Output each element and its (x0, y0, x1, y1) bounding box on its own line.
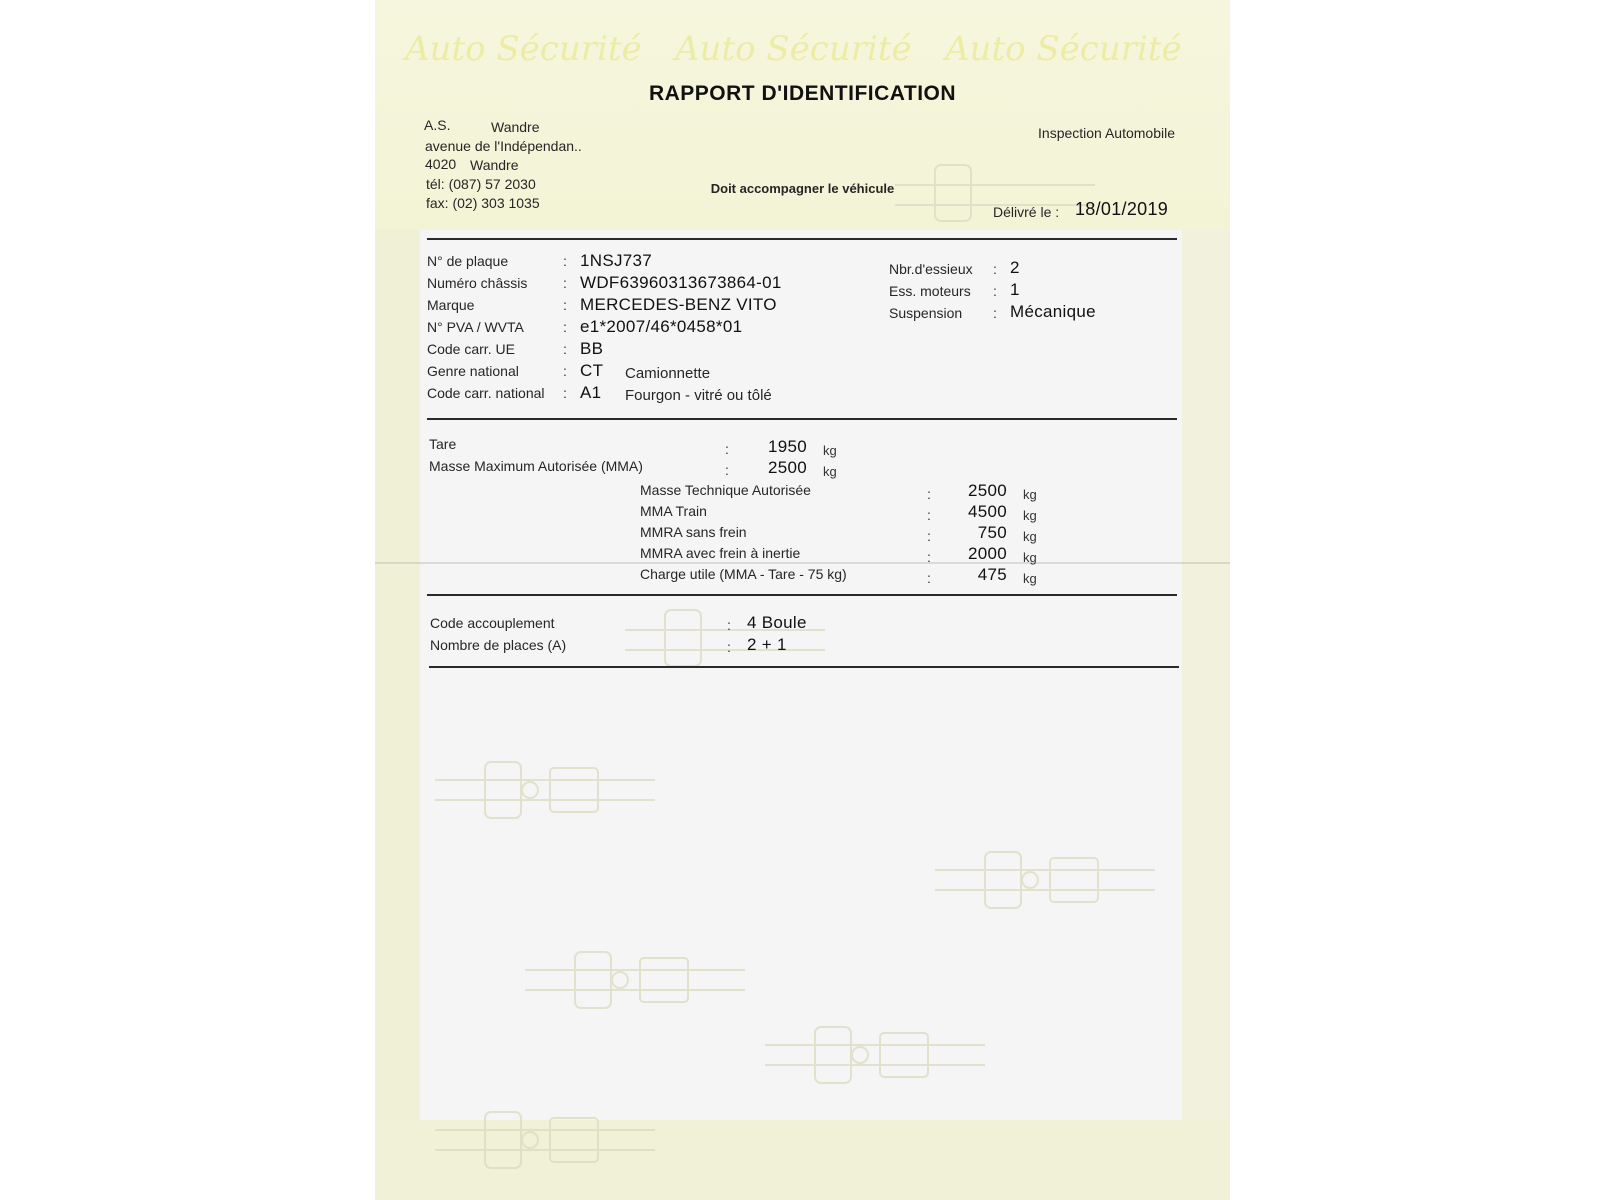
brand-value: MERCEDES-BENZ VITO (580, 295, 777, 314)
seats-colon: : (727, 639, 731, 655)
issued-label: Délivré le : (993, 204, 1060, 220)
mmra-inertia-brake-unit: kg (1023, 550, 1037, 565)
divider-header (427, 238, 1177, 240)
national-body-code-label: Code carr. national (427, 385, 545, 401)
plate-colon: : (563, 253, 567, 269)
mmra-no-brake-value: 750 (977, 523, 1007, 542)
divider-masses (427, 594, 1177, 596)
national-body-code-colon: : (563, 385, 567, 401)
mma-colon: : (725, 462, 729, 478)
body-code-eu-label: Code carr. UE (427, 341, 515, 357)
address-fax: fax: (02) 303 1035 (426, 195, 540, 211)
seats-label: Nombre de places (A) (430, 637, 567, 653)
mmra-no-brake-colon: : (927, 528, 931, 544)
brand-colon: : (563, 297, 567, 313)
chassis-value: WDF63960313673864-01 (580, 273, 782, 292)
technical-mass-label: Masse Technique Autorisée (640, 482, 811, 498)
document-title: RAPPORT D'IDENTIFICATION (648, 82, 957, 105)
plate-label: N° de plaque (427, 253, 509, 269)
mma-train-unit: kg (1023, 508, 1037, 523)
mma-value: 2500 (767, 458, 807, 477)
chassis-label: Numéro châssis (427, 275, 528, 291)
mmra-inertia-brake-label: MMRA avec frein à inertie (640, 545, 801, 561)
mmra-inertia-brake-colon: : (927, 549, 931, 565)
payload-colon: : (927, 570, 931, 586)
mma-train-value: 4500 (967, 502, 1007, 521)
driven-axles-colon: : (993, 283, 997, 299)
national-genre-value: CT (580, 361, 604, 380)
national-body-code-value: A1 (580, 383, 602, 402)
divider-vehicle (427, 418, 1177, 420)
tare-label: Tare (429, 436, 457, 452)
chassis-colon: : (563, 275, 567, 291)
payload-label: Charge utile (MMA - Tare - 75 kg) (640, 566, 847, 582)
national-body-code-desc: Fourgon - vitré ou tôlé (625, 387, 772, 404)
company-name: Inspection Automobile (1038, 125, 1175, 141)
document-sheet (375, 0, 1230, 1200)
watermark-logo-2: Auto Sécurité (675, 29, 912, 69)
mmra-inertia-brake-value: 2000 (967, 544, 1007, 563)
plate-value: 1NSJ737 (580, 251, 653, 270)
mmra-no-brake-label: MMRA sans frein (640, 524, 747, 540)
mma-train-colon: : (927, 507, 931, 523)
watermark-logo-1: Auto Sécurité (405, 29, 642, 69)
coupling-code-colon: : (727, 617, 731, 633)
address-org: A.S. (424, 117, 451, 133)
pva-label: N° PVA / WVTA (427, 319, 524, 335)
payload-value: 475 (977, 565, 1007, 584)
national-genre-label: Genre national (427, 363, 519, 379)
address-tel: tél: (087) 57 2030 (426, 176, 536, 192)
mma-label: Masse Maximum Autorisée (MMA) (429, 458, 643, 474)
driven-axles-label: Ess. moteurs (889, 283, 971, 299)
technical-mass-unit: kg (1023, 487, 1037, 502)
address-branch: Wandre (491, 119, 540, 135)
suspension-value: Mécanique (1010, 302, 1096, 321)
brand-label: Marque (427, 297, 475, 313)
seats-value: 2 + 1 (747, 635, 787, 654)
address-street: avenue de l'Indépendan.. (425, 138, 582, 154)
axles-count-value: 2 (1010, 258, 1020, 277)
address-city: Wandre (470, 157, 519, 173)
pva-value: e1*2007/46*0458*01 (580, 317, 743, 336)
body-code-eu-value: BB (580, 339, 604, 358)
national-genre-desc: Camionnette (625, 365, 711, 382)
notice-text: Doit accompagner le véhicule (710, 181, 895, 196)
pva-colon: : (563, 319, 567, 335)
national-genre-colon: : (563, 363, 567, 379)
axles-count-label: Nbr.d'essieux (889, 261, 973, 277)
technical-mass-value: 2500 (967, 481, 1007, 500)
mma-unit: kg (823, 464, 837, 479)
address-postal-code: 4020 (425, 156, 457, 172)
coupling-code-value: 4 Boule (747, 613, 807, 632)
issued-date: 18/01/2019 (1075, 199, 1169, 219)
suspension-colon: : (993, 305, 997, 321)
mma-train-label: MMA Train (640, 503, 707, 519)
tare-colon: : (725, 441, 729, 457)
mmra-no-brake-unit: kg (1023, 529, 1037, 544)
tare-unit: kg (823, 443, 837, 458)
axles-count-colon: : (993, 261, 997, 277)
watermark-logo-3: Auto Sécurité (945, 29, 1182, 69)
payload-unit: kg (1023, 571, 1037, 586)
divider-coupling (429, 666, 1179, 668)
suspension-label: Suspension (889, 305, 963, 321)
driven-axles-value: 1 (1010, 280, 1020, 299)
tare-value: 1950 (767, 437, 807, 456)
technical-mass-colon: : (927, 486, 931, 502)
body-code-eu-colon: : (563, 341, 567, 357)
coupling-code-label: Code accouplement (430, 615, 555, 631)
